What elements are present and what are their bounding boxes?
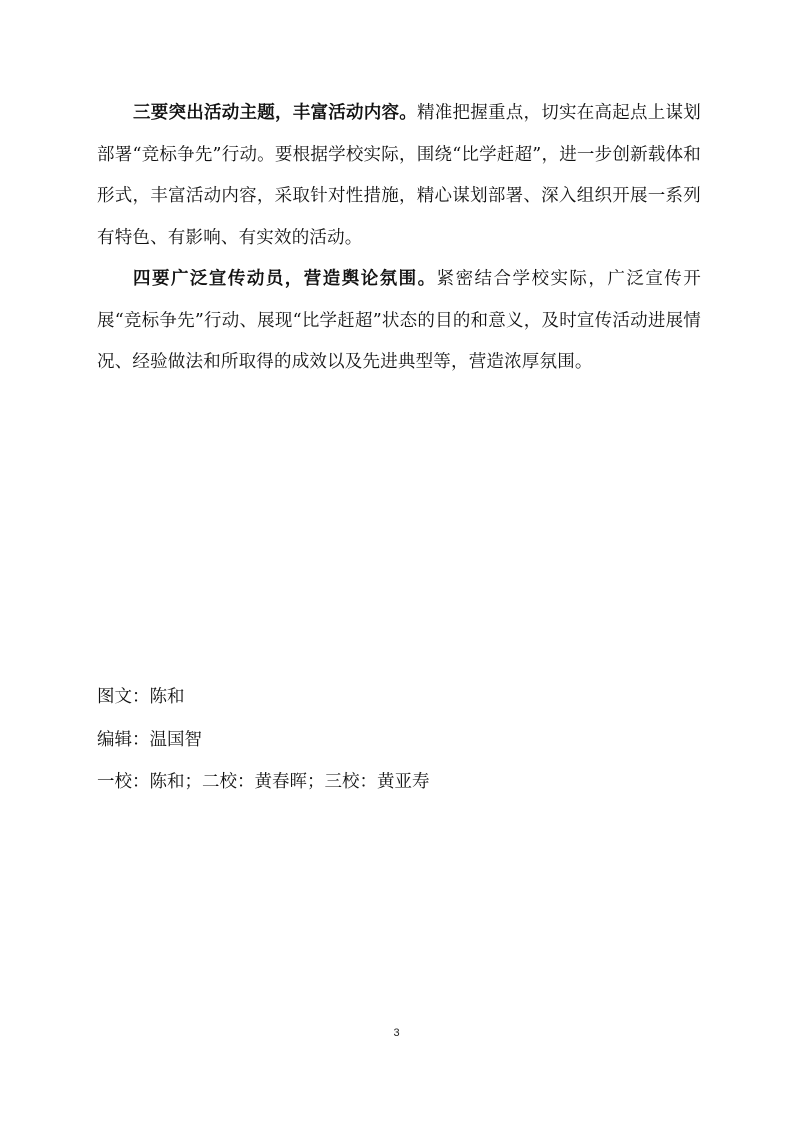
paragraph-four-body: 紧密结合学校实际，广泛宣传开展“竞标争先”行动、展现“比学赶超”状态的目的和意义，及时宣传活动进展情况、经验做法和所取得的成效以及先进典型等，营造浓厚氛围。 xyxy=(97,269,701,372)
credit-editor: 编辑：温国智 xyxy=(97,730,202,750)
page-number: 3 xyxy=(393,1027,400,1039)
paragraph-four xyxy=(97,259,701,384)
paragraph-three xyxy=(97,93,701,259)
credit-text-photo: 图文：陈和 xyxy=(97,687,185,707)
paragraph-three-heading: 三要突出活动主题，丰富活动内容。 xyxy=(133,103,418,123)
paragraph-four-heading: 四要广泛宣传动员，营造舆论氛围。 xyxy=(133,269,437,289)
credit-proofreaders: 一校：陈和；二校：黄春晖；三校：黄亚寿 xyxy=(97,772,430,792)
paragraph-three-body: 精准把握重点，切实在高起点上谋划部署“竞标争先”行动。要根据学校实际，围绕“比学赶超”，进一步创新载体和形式，丰富活动内容，采取针对性措施，精心谋划部署、深入组织开展一系列有特色、有影响、有实效的活动。 xyxy=(97,103,702,248)
